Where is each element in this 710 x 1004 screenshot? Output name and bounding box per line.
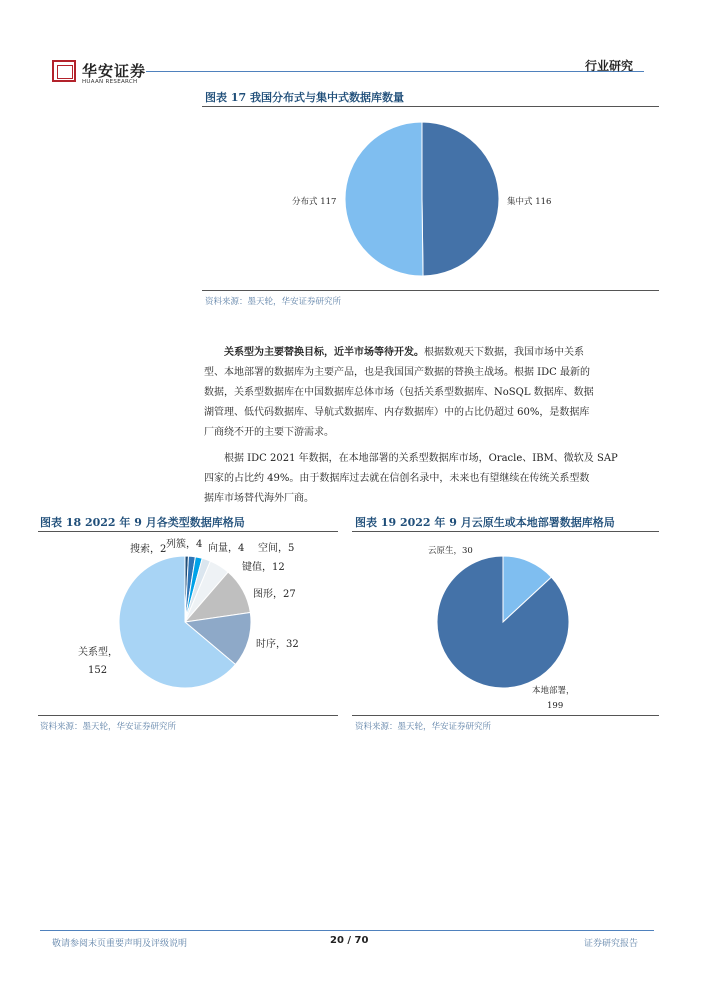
figure18-pie-chart bbox=[38, 533, 338, 713]
figure18-label-timeseries: 时序，32 bbox=[256, 639, 299, 650]
footer-disclaimer: 敬请参阅末页重要声明及评级说明 bbox=[52, 939, 188, 949]
figure18-source: 资料来源：墨天轮，华安证券研究所 bbox=[40, 722, 177, 732]
figure18-label-column: 列簇，4 bbox=[166, 539, 203, 550]
figure17-slice-1 bbox=[345, 122, 423, 276]
figure17-source: 资料来源：墨天轮，华安证券研究所 bbox=[205, 297, 342, 307]
figure19-title: 图表 19 2022 年 9 月云原生或本地部署数据库格局 bbox=[355, 516, 615, 529]
footer-rule bbox=[40, 930, 654, 931]
logo-seal-icon bbox=[52, 60, 76, 82]
figure19-top-rule bbox=[352, 531, 659, 532]
header-rule bbox=[146, 71, 644, 72]
figure18-bottom-rule bbox=[38, 715, 338, 716]
figure19-label-local: 本地部署， bbox=[532, 686, 575, 696]
figure17-label-distributed: 分布式 117 bbox=[292, 197, 337, 207]
figure18-label-relational: 关系型， bbox=[78, 647, 118, 658]
figure19-label-local-value: 199 bbox=[547, 701, 564, 711]
para2-line: 据库市场替代海外厂商。 bbox=[204, 493, 314, 504]
logo-text: 华安证券 bbox=[82, 62, 147, 80]
figure18-label-graph: 图形，27 bbox=[253, 589, 296, 600]
figure19-source: 资料来源：墨天轮，华安证券研究所 bbox=[355, 722, 492, 732]
para1-bold-lead: 关系型为主要替换目标，近半市场等待开发。 bbox=[224, 347, 424, 358]
figure17-label-centralized: 集中式 116 bbox=[507, 197, 552, 207]
figure17-top-rule bbox=[202, 106, 659, 107]
para1-line-1 bbox=[204, 343, 658, 363]
figure19-label-cloud: 云原生，30 bbox=[428, 546, 473, 556]
section-title: 行业研究 bbox=[585, 59, 634, 73]
logo-subtext: HUAAN RESEARCH bbox=[82, 79, 138, 85]
figure19-bottom-rule bbox=[352, 715, 659, 716]
figure18-label-keyvalue: 键值，12 bbox=[242, 562, 285, 573]
figure18-top-rule bbox=[38, 531, 338, 532]
footer-report-type: 证券研究报告 bbox=[584, 939, 639, 949]
figure17-title: 图表 17 我国分布式与集中式数据库数量 bbox=[205, 91, 404, 104]
para2-line: 根据 IDC 2021 年数据，在本地部署的关系型数据库市场，Oracle、IBM、微软及 SAP bbox=[224, 453, 618, 464]
figure17-bottom-rule bbox=[202, 290, 659, 291]
body-paragraph-2 bbox=[204, 449, 658, 509]
para1-line: 厂商绕不开的主要下游需求。 bbox=[204, 427, 334, 438]
para1-line: 型、本地部署的数据库为主要产品，也是我国国产数据的替换主战场。根据 IDC 最新的 bbox=[204, 367, 590, 378]
figure18-title: 图表 18 2022 年 9 月各类型数据库格局 bbox=[40, 516, 245, 529]
para1-line: 数据，关系型数据库在中国数据库总体市场（包括关系型数据库、NoSQL 数据库、数据 bbox=[204, 387, 594, 398]
para1-line: 根据数观天下数据，我国市场中关系 bbox=[424, 347, 584, 358]
page-number: 20 / 70 bbox=[330, 935, 369, 946]
figure17-pie-chart bbox=[202, 108, 659, 288]
figure18-label-spatial: 空间，5 bbox=[258, 543, 295, 554]
para2-line: 四家的占比约 49%。由于数据库过去就在信创名录中，未来也有望继续在传统关系型数 bbox=[204, 473, 590, 484]
figure19-pie-chart bbox=[352, 533, 659, 713]
figure18-label-vector: 向量，4 bbox=[208, 543, 245, 554]
figure17-slice-0 bbox=[422, 122, 499, 276]
para1-line: 湖管理、低代码数据库、导航式数据库、内存数据库）中的占比仍超过 60%，是数据库 bbox=[204, 407, 590, 418]
figure18-label-relational-value: 152 bbox=[88, 665, 108, 676]
body-paragraph-1 bbox=[204, 343, 658, 443]
figure18-label-search: 搜索，2 bbox=[130, 544, 167, 555]
